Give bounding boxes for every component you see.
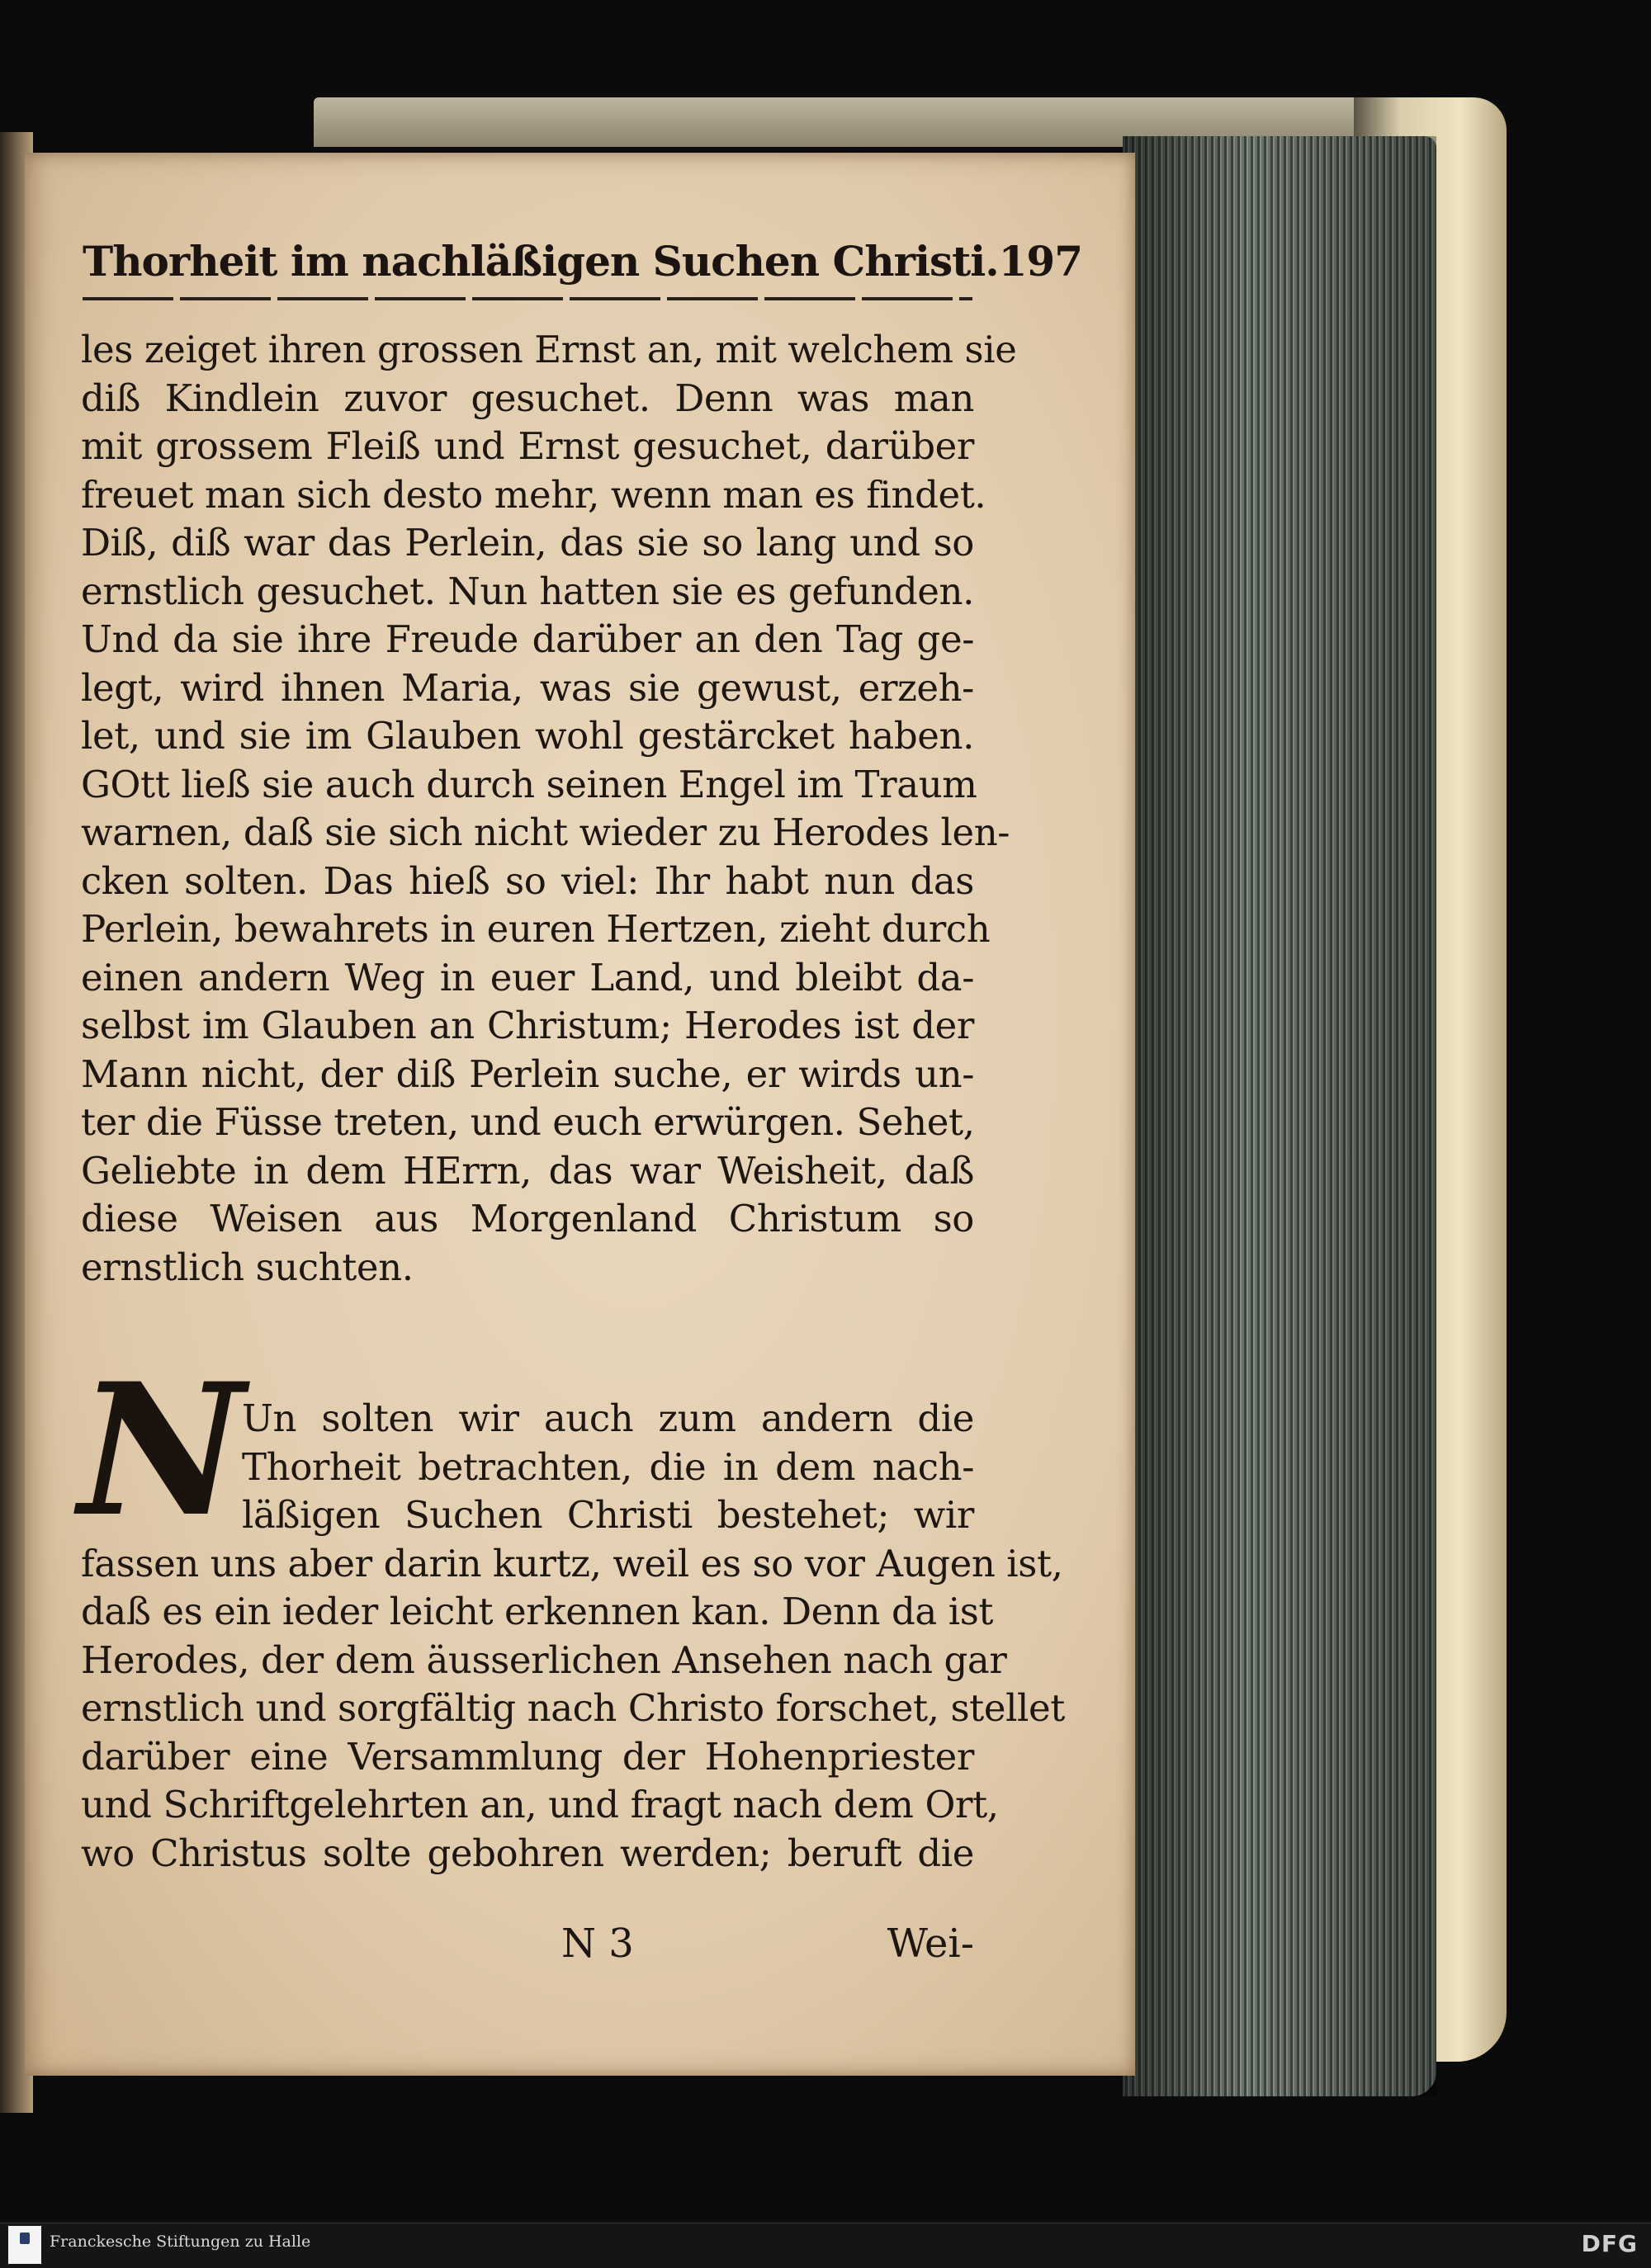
institution-logo-icon[interactable] [8,2226,41,2264]
page-edges [1123,136,1436,2096]
institution-credit: Franckesche Stiftungen zu Halle [50,2233,311,2251]
text-line: ernstlich suchten. [81,1245,414,1289]
text-line: wo Christus solte gebohren werden; beruft die [81,1831,974,1875]
text-line: selbst im Glauben an Christum; Herodes ist der [81,1004,974,1047]
catchword: Wei- [887,1921,974,1967]
page-number: 197 [998,237,1083,286]
drop-capital: N [78,1343,245,1557]
text-line: GOtt ließ sie auch durch seinen Engel im Traum [81,762,977,806]
signature-mark: N 3 [561,1921,634,1967]
text-line: läßigen Suchen Christi bestehet; wir [242,1493,974,1537]
text-line: ernstlich und sorgfältig nach Christo forschet, stellet [81,1686,1065,1730]
text-line: Und da sie ihre Freude darüber an den Tag ge- [81,617,974,661]
text-line: ernstlich gesuchet. Nun hatten sie es gefunden. [81,569,974,613]
text-line: Herodes, der dem äusserlichen Ansehen nach gar [81,1637,1007,1682]
text-line: Un solten wir auch zum andern die [242,1396,974,1440]
text-line: legt, wird ihnen Maria, was sie gewust, erzeh- [81,665,974,710]
text-line: warnen, daß sie sich nicht wieder zu Herodes len- [81,810,1010,854]
text-line: les zeiget ihren grossen Ernst an, mit welchem sie [81,328,1017,371]
text-line: ter die Füsse treten, und euch erwürgen. Sehet, [81,1100,975,1144]
text-line: cken solten. Das hieß so viel: Ihr habt nun das [81,858,974,903]
text-line: diese Weisen aus Morgenland Christum so [81,1197,974,1240]
running-head [83,237,1083,286]
text-line: Geliebte in dem HErrn, das war Weisheit, daß [81,1148,974,1193]
text-line: let, und sie im Glauben wohl gestärcket haben. [81,714,974,758]
running-head-title: Thorheit im nachläßigen Suchen Christi. [83,237,999,286]
text-line: und Schriftgelehrten an, und fragt nach dem Ort, [81,1783,999,1826]
text-line: daß es ein ieder leicht erkennen kan. Denn da ist [81,1590,994,1633]
text-line: mit grossem Fleiß und Ernst gesuchet, darüber [81,424,974,468]
text-line: einen andern Weg in euer Land, und bleibt da- [81,955,974,999]
dfg-logo[interactable]: DFG [1581,2230,1638,2257]
page-footer [561,1921,974,1970]
text-line: Perlein, bewahrets in euren Hertzen, zieht durch [81,907,991,951]
text-line: Mann nicht, der diß Perlein suche, er wirds un- [81,1051,974,1096]
paragraph-2 [81,1395,1065,1878]
text-line: fassen uns aber darin kurtz, weil es so vor Augen ist, [81,1541,1063,1585]
text-line: diß Kindlein zuvor gesuchet. Denn was man [81,376,974,420]
text-line: darüber eine Versammlung der Hohenpriester [81,1734,974,1779]
paragraph-1 [81,326,1017,1292]
header-rule [83,297,972,300]
text-line: freuet man sich desto mehr, wenn man es findet. [81,472,986,517]
text-line: Thorheit betrachten, die in dem nach- [242,1444,974,1489]
text-line: Diß, diß war das Perlein, das sie so lang und so [81,521,974,565]
